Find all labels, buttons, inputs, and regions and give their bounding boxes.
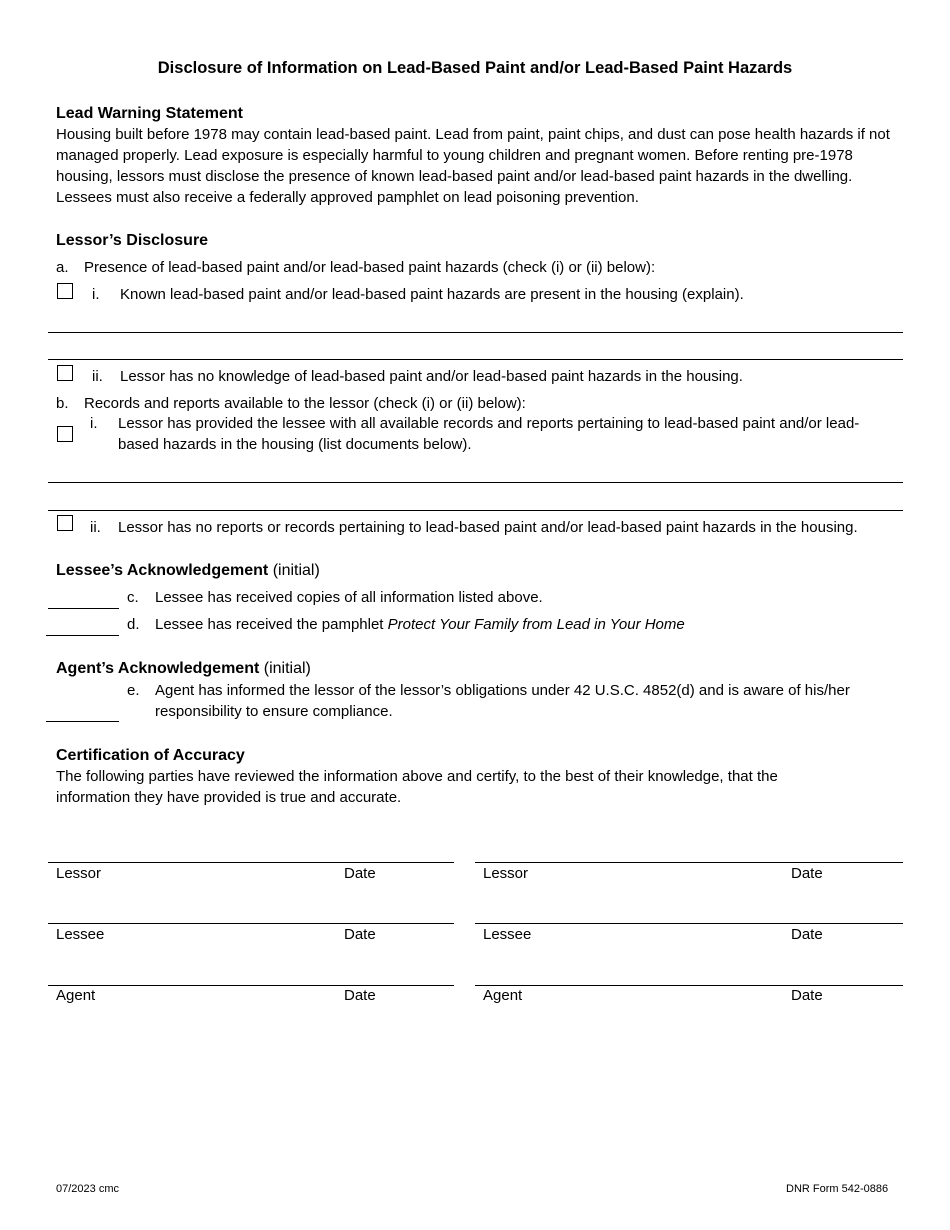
certification-heading: Certification of Accuracy [56,747,245,764]
lead-warning-heading: Lead Warning Statement [56,105,243,122]
lessee-ack-title: Lessee’s Acknowledgement [56,562,269,579]
item-e-text: Agent has informed the lessor of the lessor’s obligations under 42 U.S.C. 4852(d) and is aware of his/her responsibility to ensure compliance. [155,682,850,720]
signature-line[interactable] [48,923,454,924]
signature-date-label: Date [791,926,823,943]
item-a-ii-marker: ii. [92,368,103,385]
pamphlet-title: Protect Your Family from Lead in Your Home [387,616,685,633]
signature-role: Agent [483,987,523,1004]
item-b-i-text: Lessor has provided the lessee with all available records and reports pertaining to lead-based paint and/or lead-based hazards in the housing (list documents below). [118,415,860,453]
item-c-text: Lessee has received copies of all information listed above. [155,589,543,606]
item-a-i-text: Known lead-based paint and/or lead-based paint hazards are present in the housing (explain). [120,286,744,303]
footer-form-number: DNR Form 542-0886 [786,1183,889,1195]
signature-date-label: Date [791,865,823,882]
lessee-ack-heading [56,560,320,581]
signature-line[interactable] [475,862,903,863]
explain-line-1[interactable] [48,332,903,333]
explain-line-2[interactable] [48,359,903,360]
agent-ack-suffix: (initial) [263,660,311,677]
page-title: Disclosure of Information on Lead-Based Paint and/or Lead-Based Paint Hazards [157,59,793,77]
signature-date-label: Date [344,865,376,882]
checkbox-b-ii[interactable] [57,515,73,531]
signature-role: Lessee [56,926,105,943]
signature-line[interactable] [475,923,903,924]
agent-ack-title: Agent’s Acknowledgement [56,660,260,677]
lessee-ack-suffix: (initial) [272,562,320,579]
signature-line[interactable] [48,862,454,863]
item-b-text: Records and reports available to the lessor (check (i) or (ii) below): [84,395,526,412]
footer-revision: 07/2023 cmc [56,1183,119,1195]
item-d-marker: d. [127,616,140,633]
item-a-ii-text: Lessor has no knowledge of lead-based paint and/or lead-based paint hazards in the housing. [120,368,743,385]
signature-role: Lessee [483,926,532,943]
item-b-i-marker: i. [90,415,98,432]
checkbox-b-i[interactable] [57,426,73,442]
item-e-marker: e. [127,682,140,699]
agent-initial-e[interactable] [46,721,119,722]
item-a-i-marker: i. [92,286,100,303]
item-b-ii-marker: ii. [90,519,101,536]
item-d-text [155,614,685,635]
signature-role: Lessor [483,865,529,882]
signature-date-label: Date [344,987,376,1004]
item-d-plain: Lessee has received the pamphlet [155,616,388,633]
signature-line[interactable] [475,985,903,986]
item-a-marker: a. [56,259,69,276]
item-c-marker: c. [127,589,139,606]
lessor-disclosure-heading: Lessor’s Disclosure [56,232,209,249]
item-b-marker: b. [56,395,69,412]
checkbox-a-ii[interactable] [57,365,73,381]
signature-role: Agent [56,987,96,1004]
item-b-ii-text: Lessor has no reports or records pertaining to lead-based paint and/or lead-based paint hazards in the housing. [118,519,858,536]
signature-date-label: Date [791,987,823,1004]
signature-date-label: Date [344,926,376,943]
certification-body: The following parties have reviewed the information above and certify, to the best of their knowledge, that the information they have provided is true and accurate. [56,768,778,806]
item-a-text: Presence of lead-based paint and/or lead-based paint hazards (check (i) or (ii) below): [84,259,656,276]
documents-line-2[interactable] [48,510,903,511]
signature-role: Lessor [56,865,102,882]
lead-warning-body: Housing built before 1978 may contain lead-based paint. Lead from paint, paint chips, and dust can pose health hazards if not managed properly. Lead exposure is especially harmful to young children and pregnant women. Before renting pre-1978 housing, lessors must disclose the presence of known lead-based paint and/or lead-based paint hazards in the dwelling. Lessees must also receive a federally approved pamphlet on lead poisoning prevention. [56,126,890,206]
agent-ack-heading [56,658,311,679]
lessee-initial-c[interactable] [48,608,119,609]
checkbox-a-i[interactable] [57,283,73,299]
lessee-initial-d[interactable] [46,635,119,636]
documents-line-1[interactable] [48,482,903,483]
signature-line[interactable] [48,985,454,986]
